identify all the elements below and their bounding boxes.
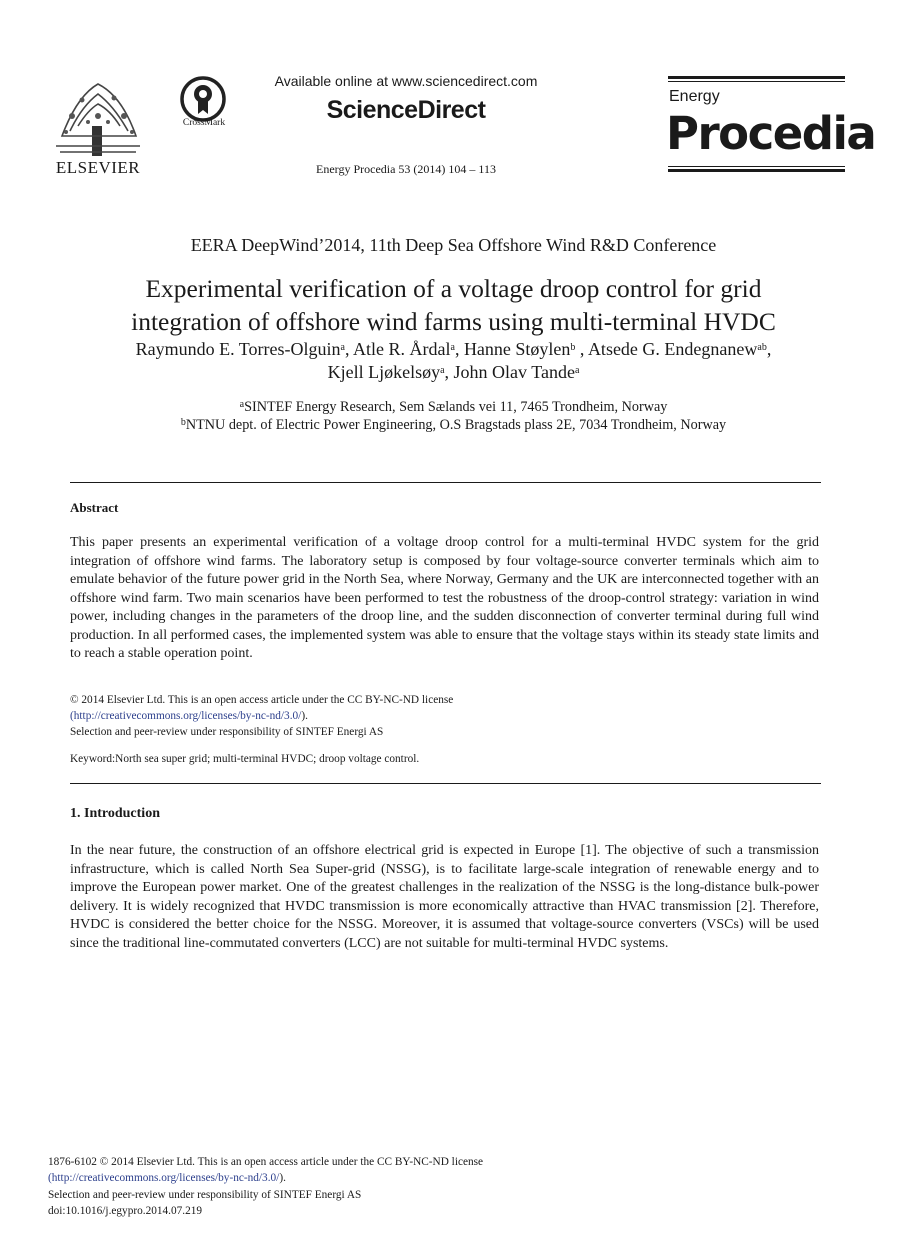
affiliation <box>40 416 867 434</box>
author-line <box>40 361 867 384</box>
logo-rule <box>668 169 845 172</box>
author-affil-mark: b <box>570 342 576 353</box>
introduction-heading: 1. Introduction <box>70 806 160 821</box>
affiliation-mark: a <box>239 399 245 410</box>
elsevier-wordmark: ELSEVIER <box>55 158 141 177</box>
crossmark-label: CrossMark <box>182 118 226 128</box>
page-footer <box>48 1154 608 1219</box>
author-affil-mark: a <box>340 342 345 353</box>
paper-title <box>40 272 867 338</box>
abstract-heading: Abstract <box>70 500 119 515</box>
footer-doi[interactable]: doi:10.1016/j.egypro.2014.07.219 <box>48 1204 203 1217</box>
author-sep: , <box>575 339 588 359</box>
affiliation-mark: b <box>180 417 186 428</box>
author-affil-mark: ab <box>757 342 767 353</box>
author-list <box>40 338 867 384</box>
footer-peer-review: Selection and peer-review under responsibility of SINTEF Energi AS <box>48 1188 362 1201</box>
journal-logo-procedia: Procedia <box>666 107 876 160</box>
author-line <box>40 338 867 361</box>
affiliation-text: SINTEF Energy Research, Sem Sælands vei 11, 7465 Trondheim, Norway <box>244 399 668 415</box>
elsevier-tree-logo <box>52 76 144 158</box>
author-name: Atle R. Årdal <box>353 339 451 359</box>
footer-license <box>48 1170 608 1186</box>
author-name: Hanne Støylen <box>463 339 571 359</box>
title-line: Experimental verification of a voltage droop control for grid <box>145 274 762 303</box>
author-name: Kjell Ljøkelsøy <box>327 362 441 382</box>
logo-rule <box>668 76 845 79</box>
author-affil-mark: a <box>450 342 455 353</box>
author-name: John Olav Tande <box>453 362 575 382</box>
available-online-text: Available online at www.sciencedirect.com <box>274 73 538 89</box>
title-line: integration of offshore wind farms using multi-terminal HVDC <box>131 307 776 336</box>
license-line <box>70 708 819 724</box>
conference-name: EERA DeepWind’2014, 11th Deep Sea Offshore Wind R&D Conference <box>190 235 717 255</box>
abstract-body: This paper presents an experimental verification of a voltage droop control for a multi-terminal HVDC system for the grid integration of offshore wind farms. The laboratory setup is composed by four voltage-source converter terminals which aim to emulate behavior of the future power grid in the North Sea, where Norway, Germany and the UK are interconnected together with an offshore wind farm. Two main scenarios have been performed to test the robustness of the droop-control strategy: variation in wind power, including changes in the parameters of the droop line, and the sudden disconnection of converter terminal during full wind production. In all performed cases, the implemented system was able to ensure that the voltage stays within its steady state limits and to reach a stable operation point. <box>70 535 819 661</box>
footer-license-close: ). <box>279 1172 286 1185</box>
author-sep: , <box>444 362 454 382</box>
author-sep: , <box>766 339 772 359</box>
journal-logo-energy: Energy <box>669 88 720 105</box>
author-name: Atsede G. Endegnanew <box>587 339 758 359</box>
introduction-body: In the near future, the construction of an offshore electrical grid is expected in Europe [1]. The objective of such a transmission infrastructure, which is called North Sea Super-grid (NSSG), is to facilitate large-scale integration of renewable energy and to improve the European power market. One of the greatest challenges in the realization of the NSSG is the long-distance bulk-power delivery. It is widely recognized that HVDC transmission is more economically attractive than HVAC transmission [2]. Therefore, HVDC is considered the better choice for the NSSG. Moreover, it is assumed that voltage-source converters (VSCs) will be used since the traditional line-commutated converters (LCC) are not suitable for multi-terminal HVDC systems. <box>70 843 819 951</box>
peer-review-line: Selection and peer-review under responsibility of SINTEF Energi AS <box>70 726 384 738</box>
author-sep: , <box>344 339 353 359</box>
affiliations <box>40 398 867 434</box>
footer-copyright: 1876-6102 © 2014 Elsevier Ltd. This is an open access article under the CC BY-NC-ND license <box>48 1156 484 1168</box>
logo-rule <box>668 81 845 82</box>
affiliation <box>40 398 867 416</box>
license-link-close: ). <box>301 710 308 722</box>
crossmark-icon[interactable] <box>180 76 226 122</box>
affiliation-text: NTNU dept. of Electric Power Engineering, O.S Bragstads plass 2E, 7034 Trondheim, Norway <box>185 417 727 433</box>
author-affil-mark: a <box>440 365 445 376</box>
divider <box>70 482 821 483</box>
license-link[interactable]: (http://creativecommons.org/licenses/by-nc-nd/3.0/ <box>70 710 302 722</box>
author-sep: , <box>454 339 464 359</box>
sciencedirect-wordmark: ScienceDirect <box>326 96 486 124</box>
author-affil-mark: a <box>574 365 580 376</box>
license-notes <box>70 692 819 740</box>
keywords: Keyword:North sea super grid; multi-terminal HVDC; droop voltage control. <box>70 753 420 765</box>
copyright-line: © 2014 Elsevier Ltd. This is an open access article under the CC BY-NC-ND license <box>70 694 454 706</box>
logo-rule <box>668 166 845 167</box>
divider <box>70 783 821 784</box>
author-name: Raymundo E. Torres-Olguin <box>135 339 341 359</box>
footer-license-link[interactable]: (http://creativecommons.org/licenses/by-nc-nd/3.0/ <box>48 1172 280 1185</box>
journal-reference: Energy Procedia 53 (2014) 104 – 113 <box>316 162 496 176</box>
